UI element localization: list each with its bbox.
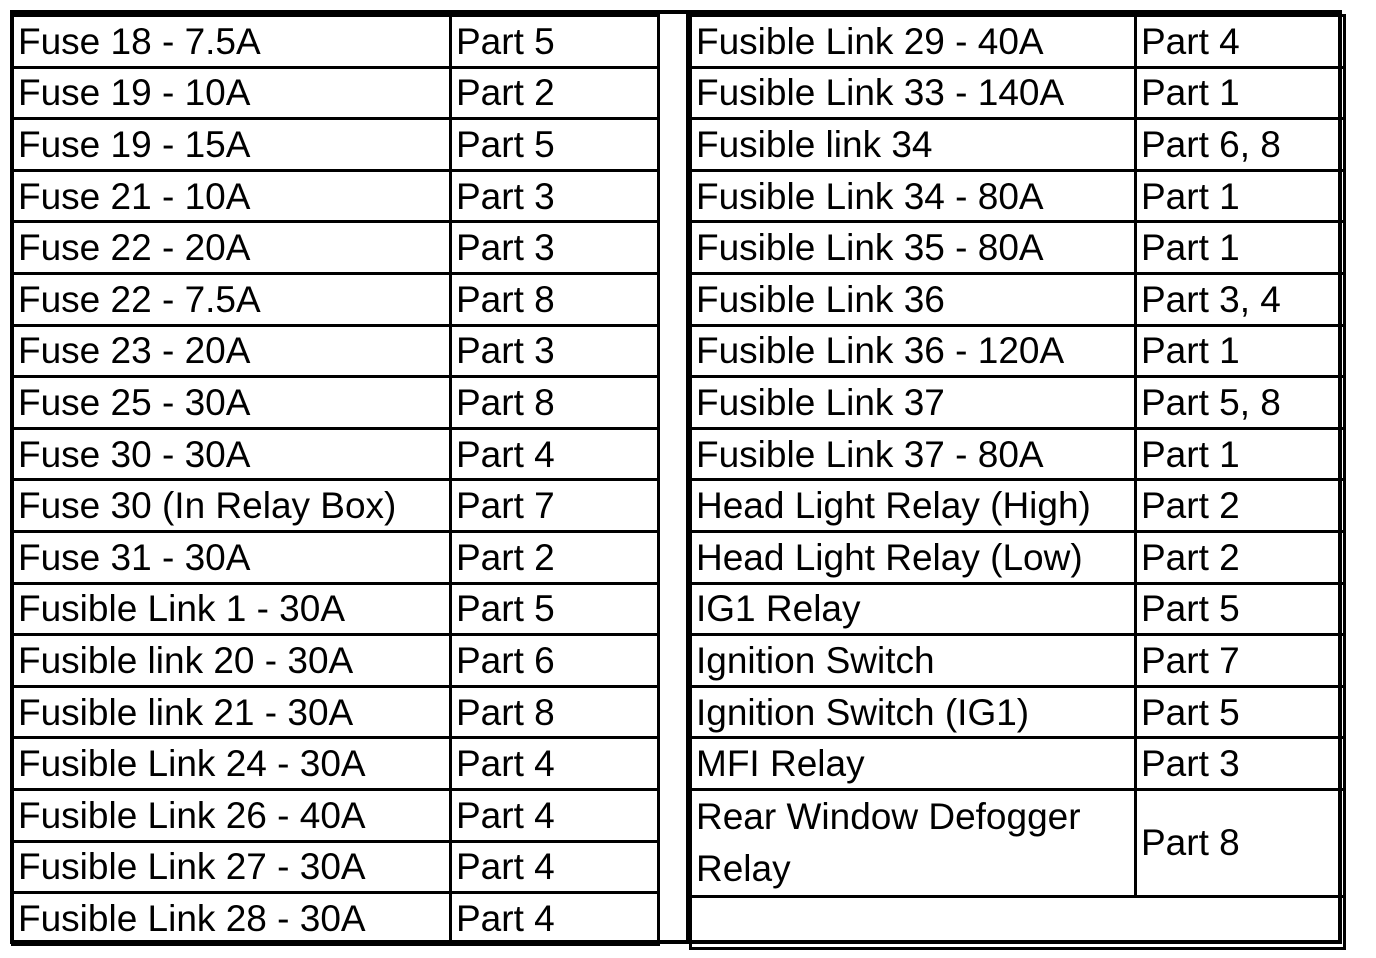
part-cell: Part 2: [1136, 480, 1345, 532]
part-cell: Part 2: [451, 531, 659, 583]
component-cell: Fusible Link 33 - 140A: [691, 67, 1136, 119]
table-row: [13, 67, 659, 119]
component-cell: Fuse 25 - 30A: [13, 377, 451, 429]
part-cell: Part 1: [1136, 325, 1345, 377]
table-row: [13, 428, 659, 480]
table-row: [691, 738, 1345, 790]
part-cell: Part 2: [451, 67, 659, 119]
table-row: [13, 377, 659, 429]
component-cell: Head Light Relay (Low): [691, 531, 1136, 583]
component-cell: Fuse 21 - 10A: [13, 170, 451, 222]
part-cell: Part 5: [1136, 583, 1345, 635]
part-cell: Part 4: [451, 789, 659, 841]
part-cell: Part 4: [451, 893, 659, 945]
part-cell: Part 3: [451, 222, 659, 274]
component-cell: Fusible Link 37: [691, 377, 1136, 429]
table-row: [691, 635, 1345, 687]
component-cell: Head Light Relay (High): [691, 480, 1136, 532]
component-cell: Rear Window Defogger Relay: [691, 789, 1136, 896]
table-row: [13, 635, 659, 687]
table-row: [691, 222, 1345, 274]
table-row: [13, 222, 659, 274]
component-cell: Fusible Link 35 - 80A: [691, 222, 1136, 274]
table-row: [13, 789, 659, 841]
part-cell: Part 1: [1136, 67, 1345, 119]
part-cell: Part 4: [451, 841, 659, 893]
part-cell: Part 8: [451, 377, 659, 429]
component-cell: Ignition Switch: [691, 635, 1136, 687]
table-row: [691, 583, 1345, 635]
part-cell: Part 8: [451, 686, 659, 738]
right-column-table: [689, 14, 1346, 950]
component-cell: Fuse 22 - 20A: [13, 222, 451, 274]
table-row: [13, 841, 659, 893]
part-cell: Part 8: [1136, 789, 1345, 896]
table-row: [691, 273, 1345, 325]
component-cell: MFI Relay: [691, 738, 1136, 790]
table-row: [691, 67, 1345, 119]
part-cell: Part 4: [451, 738, 659, 790]
part-cell: Part 3: [451, 170, 659, 222]
part-cell: Part 5: [451, 583, 659, 635]
component-cell: IG1 Relay: [691, 583, 1136, 635]
component-cell: Fusible Link 27 - 30A: [13, 841, 451, 893]
empty-row: [691, 896, 1345, 948]
component-cell: Fuse 31 - 30A: [13, 531, 451, 583]
table-row: [691, 686, 1345, 738]
component-cell: Fusible Link 1 - 30A: [13, 583, 451, 635]
component-cell: Fusible Link 29 - 40A: [691, 16, 1136, 68]
table-row: [13, 583, 659, 635]
component-cell: Fuse 22 - 7.5A: [13, 273, 451, 325]
table-row: [691, 119, 1345, 171]
left-column-table: [11, 14, 660, 946]
table-row: [13, 686, 659, 738]
part-cell: Part 2: [1136, 531, 1345, 583]
table-row: [691, 377, 1345, 429]
component-cell: Fusible link 21 - 30A: [13, 686, 451, 738]
component-cell: Fusible link 34: [691, 119, 1136, 171]
component-cell: Fusible Link 24 - 30A: [13, 738, 451, 790]
component-cell: Fuse 30 (In Relay Box): [13, 480, 451, 532]
component-cell: Fusible Link 36: [691, 273, 1136, 325]
part-cell: Part 5: [1136, 686, 1345, 738]
table-row: [13, 738, 659, 790]
component-cell: Fuse 30 - 30A: [13, 428, 451, 480]
component-cell: Fuse 23 - 20A: [13, 325, 451, 377]
component-cell: Fusible Link 36 - 120A: [691, 325, 1136, 377]
part-cell: Part 1: [1136, 222, 1345, 274]
table-row: [691, 480, 1345, 532]
part-cell: Part 3, 4: [1136, 273, 1345, 325]
part-cell: Part 5, 8: [1136, 377, 1345, 429]
part-cell: Part 1: [1136, 428, 1345, 480]
table-row: [691, 789, 1345, 843]
component-cell: Fusible Link 26 - 40A: [13, 789, 451, 841]
table-row: [13, 531, 659, 583]
table-row: [13, 16, 659, 68]
component-cell: Ignition Switch (IG1): [691, 686, 1136, 738]
table-row: [691, 16, 1345, 68]
component-cell: Fusible link 20 - 30A: [13, 635, 451, 687]
component-cell: Fuse 19 - 15A: [13, 119, 451, 171]
table-row: [13, 325, 659, 377]
part-cell: Part 4: [451, 428, 659, 480]
component-cell: Fusible Link 34 - 80A: [691, 170, 1136, 222]
table-row: [13, 893, 659, 945]
table-row: [13, 480, 659, 532]
part-cell: Part 6: [451, 635, 659, 687]
column-divider: [657, 14, 689, 940]
component-cell: Fuse 19 - 10A: [13, 67, 451, 119]
part-cell: Part 7: [451, 480, 659, 532]
component-cell: Fusible Link 28 - 30A: [13, 893, 451, 945]
table-row: [13, 170, 659, 222]
component-index-table: [10, 10, 1342, 944]
part-cell: Part 5: [451, 16, 659, 68]
table-row: [691, 428, 1345, 480]
table-row: [691, 170, 1345, 222]
part-cell: Part 4: [1136, 16, 1345, 68]
part-cell: Part 5: [451, 119, 659, 171]
table-row: [691, 531, 1345, 583]
part-cell: Part 7: [1136, 635, 1345, 687]
table-row: [13, 119, 659, 171]
component-cell: Fusible Link 37 - 80A: [691, 428, 1136, 480]
empty-cell: [691, 896, 1345, 948]
component-cell: Fuse 18 - 7.5A: [13, 16, 451, 68]
part-cell: Part 6, 8: [1136, 119, 1345, 171]
part-cell: Part 3: [451, 325, 659, 377]
table-row: [691, 325, 1345, 377]
part-cell: Part 3: [1136, 738, 1345, 790]
table-row: [13, 273, 659, 325]
part-cell: Part 8: [451, 273, 659, 325]
part-cell: Part 1: [1136, 170, 1345, 222]
